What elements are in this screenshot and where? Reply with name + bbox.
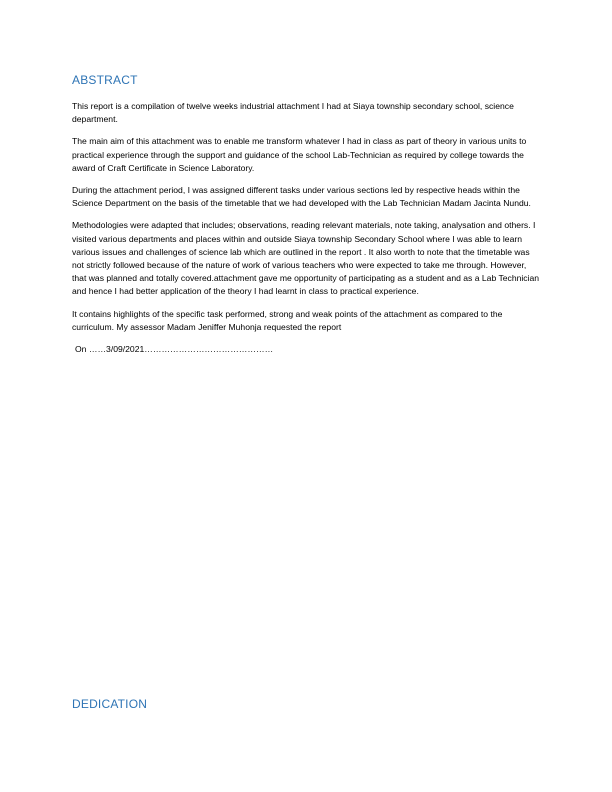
dedication-heading: DEDICATION (72, 697, 148, 711)
abstract-paragraph-4: Methodologies were adapted that includes; observations, reading relevant materials, note taking, analysation and others. I visited various departments and places within and outside Siaya township Secondary School where I was able to learn various issues and challenges of science lab which are outlined in the report . It also worth to note that the timetable was not strictly followed because of the nature of work of various teachers who were expected to take me through. However, that was planned and totally covered.attachment gave me opportunity of participating as a student and as a Lab Technician and hence I had better application of the theory I had learnt in class to practical experience. (72, 220, 540, 297)
abstract-body (72, 100, 542, 356)
abstract-heading: ABSTRACT (72, 73, 138, 87)
abstract-paragraph-1: This report is a compilation of twelve weeks industrial attachment I had at Siaya township secondary school, science department. (72, 101, 514, 125)
abstract-paragraph-5: It contains highlights of the specific task performed, strong and weak points of the attachment as compared to the curriculum. My assessor Madam Jeniffer Muhonja requested the report (72, 308, 503, 332)
abstract-paragraph-2: The main aim of this attachment was to enable me transform whatever I had in class as part of theory in various units to practical experience through the support and guidance of the school Lab-Technician as required by college towards the award of Craft Certificate in Science Laboratory. (72, 136, 527, 173)
report-date-line: On ……3/09/2021……………………………………… (75, 344, 274, 355)
abstract-paragraph-3: During the attachment period, I was assigned different tasks under various sections led by respective heads within the Science Department on the basis of the timetable that we had developed with the Lab Technician Madam Jacinta Nundu. (72, 185, 531, 209)
